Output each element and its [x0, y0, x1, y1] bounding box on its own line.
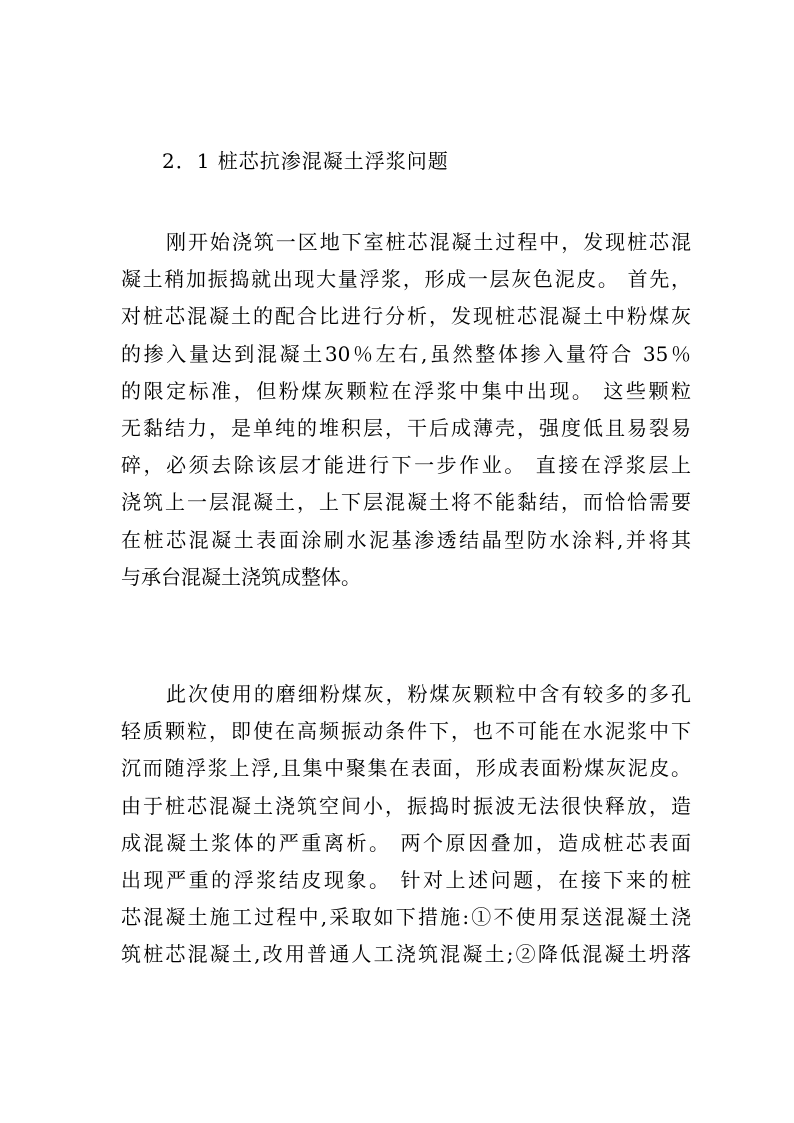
- paragraph-1: [121, 224, 691, 596]
- paragraph-line: 碎，必须去除该层才能进行下一步作业。 直接在浮浆层上: [121, 453, 691, 478]
- paragraph-line: 芯混凝土施工过程中,采取如下措施:①不使用泵送混凝土浇: [121, 905, 691, 930]
- paragraph-line: 与承台混凝土浇筑成整体。: [121, 564, 361, 589]
- paragraph-line: 由于桩芯混凝土浇筑空间小，振捣时振波无法很快释放，造: [121, 793, 691, 818]
- paragraph-line: 此次使用的磨细粉煤灰，粉煤灰颗粒中含有较多的多孔: [166, 682, 691, 706]
- section-heading: 2．1 桩芯抗渗混凝土浮浆问题: [162, 149, 449, 173]
- paragraph-line: 对桩芯混凝土的配合比进行分析，发现桩芯混凝土中粉煤灰: [121, 304, 691, 329]
- paragraph-line: 在桩芯混凝土表面涂刷水泥基渗透结晶型防水涂料,并将其: [121, 527, 691, 552]
- paragraph-line: 筑桩芯混凝土,改用普通人工浇筑混凝土;②降低混凝土坍落: [121, 942, 691, 967]
- paragraph-line: 成混凝土浆体的严重离析。 两个原因叠加，造成桩芯表面: [121, 830, 691, 855]
- paragraph-line: 轻质颗粒，即使在高频振动条件下，也不可能在水泥浆中下: [121, 719, 691, 744]
- paragraph-line: 沉而随浮浆上浮,且集中聚集在表面，形成表面粉煤灰泥皮。: [121, 756, 691, 781]
- paragraph-line: 刚开始浇筑一区地下室桩芯混凝土过程中，发现桩芯混: [166, 230, 691, 254]
- paragraph-line: 的掺入量达到混凝土30％左右,虽然整体掺入量符合 35％: [121, 341, 691, 366]
- paragraph-line: 浇筑上一层混凝土，上下层混凝土将不能黏结，而恰恰需要: [121, 490, 691, 515]
- paragraph-line: 出现严重的浮浆结皮现象。 针对上述问题，在接下来的桩: [121, 867, 691, 892]
- paragraph-2: [121, 676, 691, 974]
- paragraph-line: 无黏结力，是单纯的堆积层，干后成薄壳，强度低且易裂易: [121, 415, 691, 440]
- paragraph-line: 的限定标准，但粉煤灰颗粒在浮浆中集中出现。 这些颗粒: [121, 378, 691, 403]
- paragraph-line: 凝土稍加振捣就出现大量浮浆，形成一层灰色泥皮。 首先，: [121, 267, 691, 292]
